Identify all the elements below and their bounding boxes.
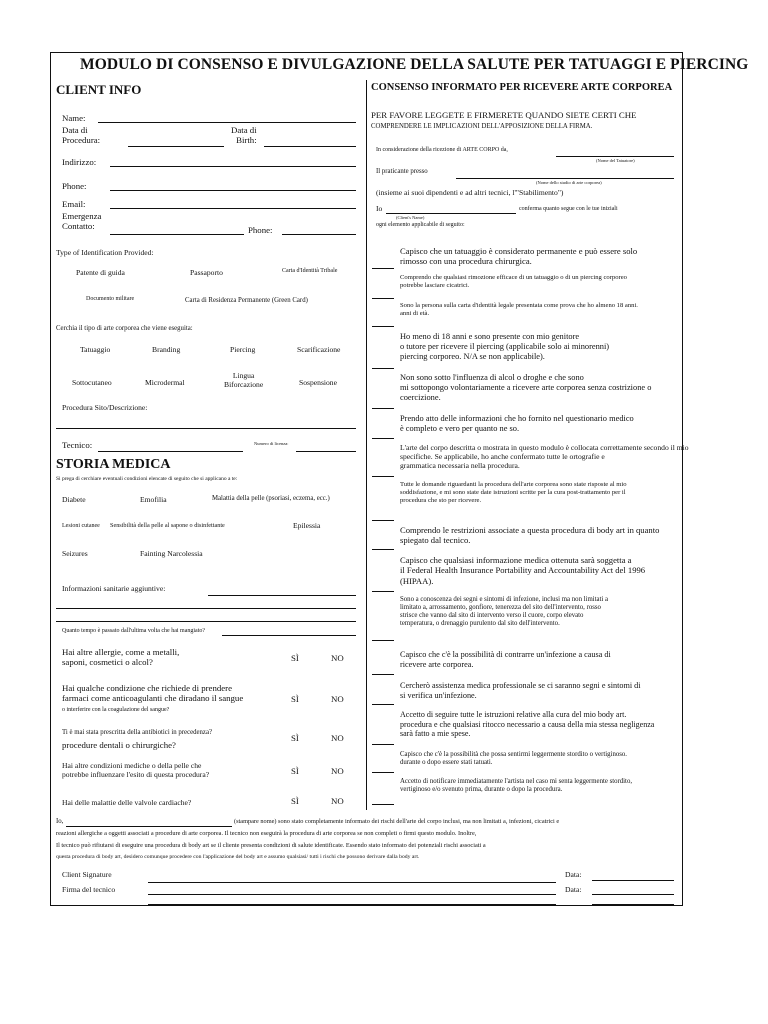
q3-no[interactable]: NO [331,733,344,743]
consent-initials-field-8[interactable] [372,520,394,521]
question-anticoagulants: Hai qualche condizione che richiede di prendere farmaci come anticoagulanti che diradano il sangue [62,683,244,704]
cond-skin-lesions[interactable]: Lesioni cutanee [62,523,100,529]
studio-name-field[interactable] [456,178,674,179]
each-item-text: ogni elemento applicabile di seguito: [376,222,465,228]
art-tattoo[interactable]: Tatuaggio [80,345,111,354]
consent-item-4: Ho meno di 18 anni e sono presente con mio genitore o tutore per ricevere il piercing (applicabile solo ai minorenni) piercing corporeo. N/A se non applicabile). [400,332,610,362]
id-green-card[interactable]: Carta di Residenza Permanente (Green Card) [185,297,308,304]
technician-signature-field-2 [148,904,556,905]
q5-yes[interactable]: SÌ [291,796,299,806]
consent-initials-field-10[interactable] [372,591,394,592]
consent-item-16: Accetto di notificare immediatamente l'artista nel caso mi senta leggermente stordito, vertiginoso e/o svenuto prima, durante o dopo la procedura. [400,778,633,794]
last-meal-label: Quanto tempo è passato dall'ultima volta che hai mangiato? [62,628,206,634]
consent-initials-field-12[interactable] [372,674,394,675]
emergency-contact-field[interactable] [110,234,244,235]
birth-date-field[interactable] [264,146,356,147]
additional-health-field-2[interactable] [56,608,356,609]
emergency-phone-label: Phone: [248,225,273,235]
id-passport[interactable]: Passaporto [190,268,223,277]
art-suspension[interactable]: Sospensione [299,378,337,387]
medical-history-intro: Si prega di cerchiare eventuali condizioni elencate di seguito che si applicano a te: [56,476,238,482]
q4-no[interactable]: NO [331,766,344,776]
consent-initials-field-16[interactable] [372,804,394,805]
id-driver-license[interactable]: Patente di guida [76,268,125,277]
io-label: Io [376,204,383,213]
client-signature-field[interactable] [148,882,556,883]
client-name-hint: (Client's Name) [396,215,425,220]
cond-epilepsy[interactable]: Epilessia [293,521,321,530]
cond-skin-disease[interactable]: Malattia della pelle (psoriasi, eczema, ecc.) [212,495,330,502]
consent-heading: CONSENSO INFORMATO PER RICEVERE ARTE CORPOREA [371,82,673,93]
phone-label: Phone: [62,181,87,191]
footer-line-4: questa procedura di body art, desidero comunque procedere con l'applicazione del body art e assumo qualsiasi/ tutti i rischi che possono derivare dalla body art. [56,854,420,860]
print-name-field[interactable] [66,826,232,827]
name-label: Name: [62,113,86,123]
consent-initials-field-14[interactable] [372,744,394,745]
form-title: MODULO DI CONSENSO E DIVULGAZIONE DELLA SALUTE PER TATUAGGI E PIERCING [80,56,749,73]
emergency-phone-field[interactable] [282,234,356,235]
id-type-label: Type of Identification Provided: [56,248,154,257]
consent-initials-field-4[interactable] [372,368,394,369]
procedure-date-field[interactable] [128,146,224,147]
art-piercing[interactable]: Piercing [230,345,256,354]
additional-health-label: Informazioni sanitarie aggiuntive: [62,584,166,593]
client-signature-label: Client Signature [62,870,112,879]
consent-initials-field-7[interactable] [372,476,394,477]
art-type-label: Cerchia il tipo di arte corporea che viene eseguita: [56,325,193,332]
q2-yes[interactable]: SÌ [291,694,299,704]
footer-line-3: Il tecnico può rifiutarsi di eseguire una procedura di body art se il cliente presenta condizioni di salute identificate. Essendo stato informato dei potenziali rischi associati a [56,842,486,849]
emergency-contact-label: Emergenza Contatto: [62,211,102,232]
column-divider [366,80,367,810]
id-military[interactable]: Documento militare [86,296,135,302]
question-antibiotics: Ti è mai stata prescritta della antibiotici in precedenza? [62,729,212,736]
consent-item-9: Comprendo le restrizioni associate a questa procedura di body art in quanto spiegato dal tecnico. [400,525,660,546]
technician-date-field-2 [592,904,674,905]
consent-initials-field-5[interactable] [372,408,394,409]
footer-io: Io, [56,818,64,825]
client-name-field[interactable] [386,213,516,214]
name-field[interactable] [98,122,356,123]
consent-initials-field-13[interactable] [372,704,394,705]
q1-no[interactable]: NO [331,653,344,663]
consent-item-6: Prendo atto delle informazioni che ho fornito nel questionario medico è completo e vero per quanto ne so. [400,414,634,434]
confirm-initials-text: conferma quanto segue con le tue iniziali [519,206,618,212]
consent-initials-field-6[interactable] [372,438,394,439]
cond-hemophilia[interactable]: Emofilia [140,495,167,504]
consent-item-7: L'arte del corpo descritta o mostrata in questo modulo è collocata correttamente secondo il mio specifiche. Se applicabile, ho anche confermato tutte le ortografie e grammatica necessaria nella procedura. [400,443,689,471]
cond-skin-sensitivity[interactable]: Sensibilità della pelle al sapone o disinfettante [110,522,225,529]
footer-line-1: (stampare nome) sono stato completamente informato dei rischi dell'arte del corpo inclusi, ma non limitati a, infezioni, cicatrici e [234,818,560,825]
please-read-1: PER FAVORE LEGGETE E FIRMERETE QUANDO SIETE CERTI CHE [371,110,637,120]
q5-no[interactable]: NO [331,796,344,806]
consent-item-2: Comprendo che qualsiasi rimozione efficace di un tatuaggio o di un piercing corporeo potrebbe lasciare cicatrici. [400,274,627,289]
consent-item-11: Sono a conoscenza dei segni e sintomi di infezione, inclusi ma non limitati a limitato a, arrossamento, gonfiore, tenerezza del sito dell'intervento, rosso strisce che vanno dal sito di intervento verso il cuore, corpo elevato temperatura, o drenaggio purulento dal sito dell'intervento. [400,596,609,628]
address-label: Indirizzo: [62,157,97,167]
site-description-field[interactable] [56,428,356,429]
site-description-label: Procedura Sito/Descrizione: [62,403,148,412]
q3-yes[interactable]: SÌ [291,733,299,743]
establishment-text: (insieme ai suoi dipendenti e ad altri tecnici, l'"Stabilimento") [376,188,564,197]
birth-date-label: Data di Birth: [231,125,257,146]
cond-seizures[interactable]: Seizures [62,549,88,558]
phone-field[interactable] [110,190,356,191]
q1-yes[interactable]: SÌ [291,653,299,663]
technician-label: Tecnico: [62,440,93,450]
client-date-label: Data: [565,870,582,879]
last-meal-field[interactable] [222,635,356,636]
consent-initials-field-15[interactable] [372,772,394,773]
practitioner-text: Il praticante presso [376,168,428,175]
email-field[interactable] [110,208,356,209]
consent-initials-field-2[interactable] [372,298,394,299]
art-branding[interactable]: Branding [152,345,181,354]
technician-signature-field[interactable] [148,894,556,895]
consent-item-3: Sono la persona sulla carta d'identità legale presentata come prova che ho almeno 18 anni. anni di età. [400,302,638,317]
procedure-date-label: Data di Procedura: [62,125,101,146]
consideration-text: In considerazione della ricezione di ARTE CORPO da, [376,147,508,153]
technician-signature-label: Firma del tecnico [62,885,116,894]
consent-initials-field-1[interactable] [372,268,394,269]
art-microdermal[interactable]: Microdermal [145,378,185,387]
client-info-heading: CLIENT INFO [56,82,142,97]
email-label: Email: [62,199,86,209]
address-field[interactable] [110,166,356,167]
medical-history-heading: STORIA MEDICA [56,457,171,472]
art-subdermal[interactable]: Sottocutaneo [72,378,112,387]
consent-item-12: Capisco che c'è la possibilità di contrarre un'infezione a causa di ricevere arte corporea. [400,650,611,669]
please-read-2: COMPRENDERE LE IMPLICAZIONI DELL'APPOSIZIONE DELLA FIRMA. [371,123,593,130]
art-tongue-split[interactable]: Lingua Biforcazione [224,371,264,389]
q4-yes[interactable]: SÌ [291,766,299,776]
studio-name-hint: (Nome dello studio di arte corporea) [536,180,602,185]
consent-item-8: Tutte le domande riguardanti la procedura dell'arte corporea sono state risposte al mio soddisfazione, e mi sono state date istruzioni scritte per la cura post-trattamento per il procedura che sto per ricevere. [400,481,627,504]
consent-item-10: Capisco che qualsiasi informazione medica ottenuta sarà soggetta a il Federal Health Insurance Portability and Accountability Act del 1996 (HIPAA). [400,555,646,586]
license-number-label: Numero di licenza: [254,441,289,446]
cond-diabetes[interactable]: Diabete [62,495,86,504]
consent-item-5: Non sono sotto l'influenza di alcol o droghe e che sono mi sottopongo volontariamente a ricevere arte corporea senza costrizione o coercizione. [400,373,652,403]
id-tribal[interactable]: Carta d'Identità Tribale [282,268,338,274]
consent-item-13: Cercherò assistenza medica professionale se ci saranno segni e sintomi di si verifica un'infezione. [400,681,641,700]
consent-item-1: Capisco che un tatuaggio è considerato permanente e può essere solo rimosso con una procedura chirurgica. [400,246,638,267]
client-date-field[interactable] [592,880,674,881]
license-number-field[interactable] [296,451,356,452]
technician-date-label: Data: [565,885,582,894]
question-heart-valve: Hai delle malattie delle valvole cardiache? [62,798,192,807]
q2-no[interactable]: NO [331,694,344,704]
question-allergies: Hai altre allergie, come a metalli, saponi, cosmetici o alcol? [62,647,180,668]
additional-health-field-3[interactable] [56,621,356,622]
technician-date-field[interactable] [592,894,674,895]
art-scarification[interactable]: Scarificazione [297,345,341,354]
footer-line-2: reazioni allergiche a oggetti associati a procedure di arte corporea. Il tecnico non eseguirà la procedura di arte corporea se non completi o firmi questo modulo. Inoltre, [56,830,477,837]
technician-field[interactable] [98,451,243,452]
consent-initials-field-11[interactable] [372,640,394,641]
consent-item-15: Capisco che c'è la possibilità che possa sentirmi leggermente stordito o vertiginoso. durante o dopo essere stati tatuati. [400,751,627,767]
question-antibiotics-2: procedure dentali o chirurgiche? [62,740,176,750]
artist-name-hint: (Nome del Tatuatore) [596,158,635,163]
question-anticoagulants-note: o interferire con la coagulazione del sangue? [62,707,170,713]
question-other-conditions: Hai altre condizioni mediche o della pelle che potrebbe influenzare l'esito di questa procedura? [62,761,210,779]
additional-health-field-1[interactable] [208,595,356,596]
artist-name-field[interactable] [556,156,674,157]
cond-fainting-narcolepsy[interactable]: Fainting Narcolessia [140,549,203,558]
consent-item-14: Accetto di seguire tutte le istruzioni relative alla cura del mio body art. procedura e che qualsiasi ritocco necessario a causa della mia stessa negligenza sarà fatto a mie spese. [400,710,655,739]
consent-initials-field-3[interactable] [372,326,394,327]
consent-initials-field-9[interactable] [372,549,394,550]
